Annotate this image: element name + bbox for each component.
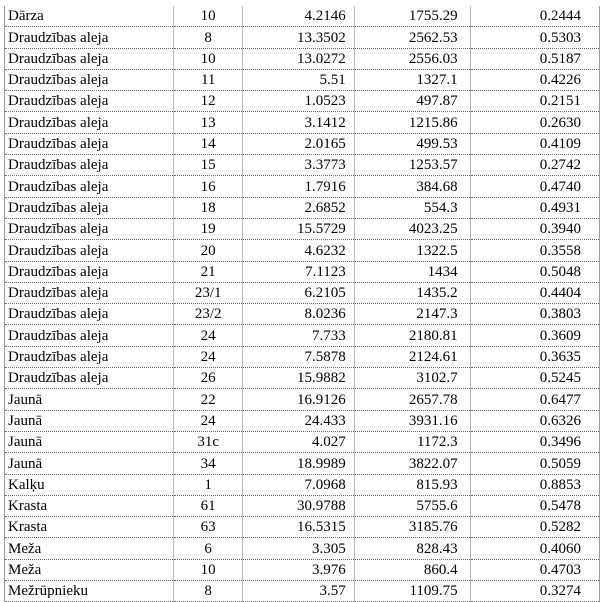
house-number-cell[interactable]: 6 <box>174 538 242 559</box>
ratio-cell[interactable]: 0.5187 <box>470 48 599 69</box>
house-number-cell[interactable]: 21 <box>174 261 242 282</box>
table-row <box>5 453 600 474</box>
value-1-cell[interactable]: 4.027 <box>242 431 354 452</box>
table-row <box>5 197 600 218</box>
table-row <box>5 112 600 133</box>
value-2-cell[interactable]: 384.68 <box>354 176 470 197</box>
house-number-cell[interactable]: 31c <box>174 431 242 452</box>
ratio-cell[interactable]: 0.4109 <box>470 133 599 154</box>
ratio-cell[interactable]: 0.3609 <box>470 325 599 346</box>
street-name-cell[interactable]: Draudzības aleja <box>5 176 174 197</box>
value-1-cell[interactable]: 18.9989 <box>242 453 354 474</box>
house-number-cell[interactable]: 1 <box>174 474 242 495</box>
table-body <box>5 6 600 602</box>
house-number-cell[interactable]: 16 <box>174 176 242 197</box>
ratio-cell[interactable]: 0.3940 <box>470 218 599 239</box>
value-2-cell[interactable]: 3102.7 <box>354 368 470 389</box>
ratio-cell[interactable]: 0.5303 <box>470 27 599 48</box>
street-name-cell[interactable]: Draudzības aleja <box>5 91 174 112</box>
ratio-cell[interactable]: 0.6477 <box>470 389 599 410</box>
value-2-cell[interactable]: 3822.07 <box>354 453 470 474</box>
table-row <box>5 133 600 154</box>
house-number-cell[interactable]: 24 <box>174 325 242 346</box>
house-number-cell[interactable]: 14 <box>174 133 242 154</box>
house-number-cell[interactable]: 12 <box>174 91 242 112</box>
value-2-cell[interactable]: 5755.6 <box>354 495 470 516</box>
street-name-cell[interactable]: Krasta <box>5 495 174 516</box>
street-name-cell[interactable]: Draudzības aleja <box>5 112 174 133</box>
street-name-cell[interactable]: Kalķu <box>5 474 174 495</box>
value-2-cell[interactable]: 2562.53 <box>354 27 470 48</box>
house-number-cell[interactable]: 34 <box>174 453 242 474</box>
street-name-cell[interactable]: Meža <box>5 538 174 559</box>
value-2-cell[interactable]: 554.3 <box>354 197 470 218</box>
value-2-cell[interactable]: 2657.78 <box>354 389 470 410</box>
table-row <box>5 304 600 325</box>
ratio-cell[interactable]: 0.4226 <box>470 69 599 90</box>
ratio-cell[interactable]: 0.2630 <box>470 112 599 133</box>
table-row <box>5 410 600 431</box>
house-number-cell[interactable]: 10 <box>174 6 242 27</box>
house-number-cell[interactable]: 24 <box>174 346 242 367</box>
table-row <box>5 282 600 303</box>
house-number-cell[interactable]: 26 <box>174 368 242 389</box>
value-1-cell[interactable]: 7.0968 <box>242 474 354 495</box>
ratio-cell[interactable]: 0.4931 <box>470 197 599 218</box>
ratio-cell[interactable]: 0.4060 <box>470 538 599 559</box>
street-name-cell[interactable]: Meža <box>5 559 174 580</box>
table-row <box>5 325 600 346</box>
ratio-cell[interactable]: 0.3496 <box>470 431 599 452</box>
street-name-cell[interactable]: Draudzības aleja <box>5 155 174 176</box>
table-row <box>5 581 600 602</box>
value-2-cell[interactable]: 1215.86 <box>354 112 470 133</box>
value-2-cell[interactable]: 1755.29 <box>354 6 470 27</box>
table-row <box>5 240 600 261</box>
table-row <box>5 155 600 176</box>
value-2-cell[interactable]: 3931.16 <box>354 410 470 431</box>
value-1-cell[interactable]: 6.2105 <box>242 282 354 303</box>
value-1-cell[interactable]: 13.0272 <box>242 48 354 69</box>
value-1-cell[interactable]: 7.1123 <box>242 261 354 282</box>
house-number-cell[interactable]: 23/1 <box>174 282 242 303</box>
house-number-cell[interactable]: 20 <box>174 240 242 261</box>
value-1-cell[interactable]: 4.2146 <box>242 6 354 27</box>
value-2-cell[interactable]: 499.53 <box>354 133 470 154</box>
value-1-cell[interactable]: 16.5315 <box>242 517 354 538</box>
value-1-cell[interactable]: 3.976 <box>242 559 354 580</box>
value-1-cell[interactable]: 15.9882 <box>242 368 354 389</box>
value-2-cell[interactable]: 1434 <box>354 261 470 282</box>
table-row <box>5 474 600 495</box>
table-row <box>5 431 600 452</box>
table-row <box>5 368 600 389</box>
house-number-cell[interactable]: 18 <box>174 197 242 218</box>
table-row <box>5 6 600 27</box>
house-number-cell[interactable]: 23/2 <box>174 304 242 325</box>
value-2-cell[interactable]: 1322.5 <box>354 240 470 261</box>
value-2-cell[interactable]: 2556.03 <box>354 48 470 69</box>
ratio-cell[interactable]: 0.8853 <box>470 474 599 495</box>
value-2-cell[interactable]: 497.87 <box>354 91 470 112</box>
ratio-cell[interactable]: 0.5282 <box>470 517 599 538</box>
ratio-cell[interactable]: 0.4404 <box>470 282 599 303</box>
street-name-cell[interactable]: Draudzības aleja <box>5 218 174 239</box>
table-row <box>5 91 600 112</box>
value-1-cell[interactable]: 5.51 <box>242 69 354 90</box>
table-row <box>5 538 600 559</box>
house-number-cell[interactable]: 19 <box>174 218 242 239</box>
value-2-cell[interactable]: 860.4 <box>354 559 470 580</box>
table-row <box>5 495 600 516</box>
table-row <box>5 176 600 197</box>
street-name-cell[interactable]: Draudzības aleja <box>5 304 174 325</box>
data-table <box>4 6 600 602</box>
house-number-cell[interactable]: 24 <box>174 410 242 431</box>
ratio-cell[interactable]: 0.4703 <box>470 559 599 580</box>
value-1-cell[interactable]: 8.0236 <box>242 304 354 325</box>
value-1-cell[interactable]: 15.5729 <box>242 218 354 239</box>
value-1-cell[interactable]: 2.0165 <box>242 133 354 154</box>
street-name-cell[interactable]: Draudzības aleja <box>5 368 174 389</box>
value-2-cell[interactable]: 4023.25 <box>354 218 470 239</box>
house-number-cell[interactable]: 15 <box>174 155 242 176</box>
value-1-cell[interactable]: 1.7916 <box>242 176 354 197</box>
ratio-cell[interactable]: 0.5048 <box>470 261 599 282</box>
street-name-cell[interactable]: Draudzības aleja <box>5 197 174 218</box>
value-1-cell[interactable]: 3.305 <box>242 538 354 559</box>
table-row <box>5 261 600 282</box>
ratio-cell[interactable]: 0.2742 <box>470 155 599 176</box>
street-name-cell[interactable]: Jaunā <box>5 431 174 452</box>
house-number-cell[interactable]: 8 <box>174 581 242 602</box>
street-name-cell[interactable]: Draudzības aleja <box>5 69 174 90</box>
value-2-cell[interactable]: 1253.57 <box>354 155 470 176</box>
ratio-cell[interactable]: 0.2444 <box>470 6 599 27</box>
value-1-cell[interactable]: 4.6232 <box>242 240 354 261</box>
value-1-cell[interactable]: 24.433 <box>242 410 354 431</box>
ratio-cell[interactable]: 0.3635 <box>470 346 599 367</box>
value-1-cell[interactable]: 30.9788 <box>242 495 354 516</box>
ratio-cell[interactable]: 0.2151 <box>470 91 599 112</box>
street-name-cell[interactable]: Jaunā <box>5 453 174 474</box>
street-name-cell[interactable]: Mežrūpnieku <box>5 581 174 602</box>
ratio-cell[interactable]: 0.3558 <box>470 240 599 261</box>
street-name-cell[interactable]: Draudzības aleja <box>5 325 174 346</box>
street-name-cell[interactable]: Draudzības aleja <box>5 240 174 261</box>
street-name-cell[interactable]: Jaunā <box>5 410 174 431</box>
table-row <box>5 48 600 69</box>
table-row <box>5 346 600 367</box>
ratio-cell[interactable]: 0.6326 <box>470 410 599 431</box>
ratio-cell[interactable]: 0.3803 <box>470 304 599 325</box>
value-2-cell[interactable]: 1109.75 <box>354 581 470 602</box>
value-2-cell[interactable]: 1435.2 <box>354 282 470 303</box>
value-2-cell[interactable]: 1327.1 <box>354 69 470 90</box>
street-name-cell[interactable]: Dārza <box>5 6 174 27</box>
street-name-cell[interactable]: Draudzības aleja <box>5 346 174 367</box>
table-row <box>5 517 600 538</box>
value-1-cell[interactable]: 3.1412 <box>242 112 354 133</box>
value-1-cell[interactable]: 2.6852 <box>242 197 354 218</box>
value-1-cell[interactable]: 3.57 <box>242 581 354 602</box>
value-2-cell[interactable]: 1172.3 <box>354 431 470 452</box>
house-number-cell[interactable]: 61 <box>174 495 242 516</box>
table-row <box>5 559 600 580</box>
street-name-cell[interactable]: Draudzības aleja <box>5 282 174 303</box>
house-number-cell[interactable]: 13 <box>174 112 242 133</box>
ratio-cell[interactable]: 0.4740 <box>470 176 599 197</box>
street-name-cell[interactable]: Draudzības aleja <box>5 261 174 282</box>
street-name-cell[interactable]: Draudzības aleja <box>5 48 174 69</box>
street-name-cell[interactable]: Krasta <box>5 517 174 538</box>
street-name-cell[interactable]: Draudzības aleja <box>5 133 174 154</box>
table-row <box>5 389 600 410</box>
house-number-cell[interactable]: 10 <box>174 48 242 69</box>
table-row <box>5 27 600 48</box>
ratio-cell[interactable]: 0.5059 <box>470 453 599 474</box>
value-2-cell[interactable]: 828.43 <box>354 538 470 559</box>
house-number-cell[interactable]: 8 <box>174 27 242 48</box>
house-number-cell[interactable]: 10 <box>174 559 242 580</box>
value-2-cell[interactable]: 2124.61 <box>354 346 470 367</box>
house-number-cell[interactable]: 63 <box>174 517 242 538</box>
street-name-cell[interactable]: Draudzības aleja <box>5 27 174 48</box>
value-2-cell[interactable]: 2180.81 <box>354 325 470 346</box>
value-1-cell[interactable]: 13.3502 <box>242 27 354 48</box>
value-1-cell[interactable]: 1.0523 <box>242 91 354 112</box>
ratio-cell[interactable]: 0.5245 <box>470 368 599 389</box>
house-number-cell[interactable]: 22 <box>174 389 242 410</box>
table-row <box>5 69 600 90</box>
value-2-cell[interactable]: 815.93 <box>354 474 470 495</box>
table-row <box>5 218 600 239</box>
ratio-cell[interactable]: 0.5478 <box>470 495 599 516</box>
value-2-cell[interactable]: 2147.3 <box>354 304 470 325</box>
value-1-cell[interactable]: 7.5878 <box>242 346 354 367</box>
house-number-cell[interactable]: 11 <box>174 69 242 90</box>
value-1-cell[interactable]: 3.3773 <box>242 155 354 176</box>
street-name-cell[interactable]: Jaunā <box>5 389 174 410</box>
value-1-cell[interactable]: 7.733 <box>242 325 354 346</box>
value-1-cell[interactable]: 16.9126 <box>242 389 354 410</box>
ratio-cell[interactable]: 0.3274 <box>470 581 599 602</box>
value-2-cell[interactable]: 3185.76 <box>354 517 470 538</box>
